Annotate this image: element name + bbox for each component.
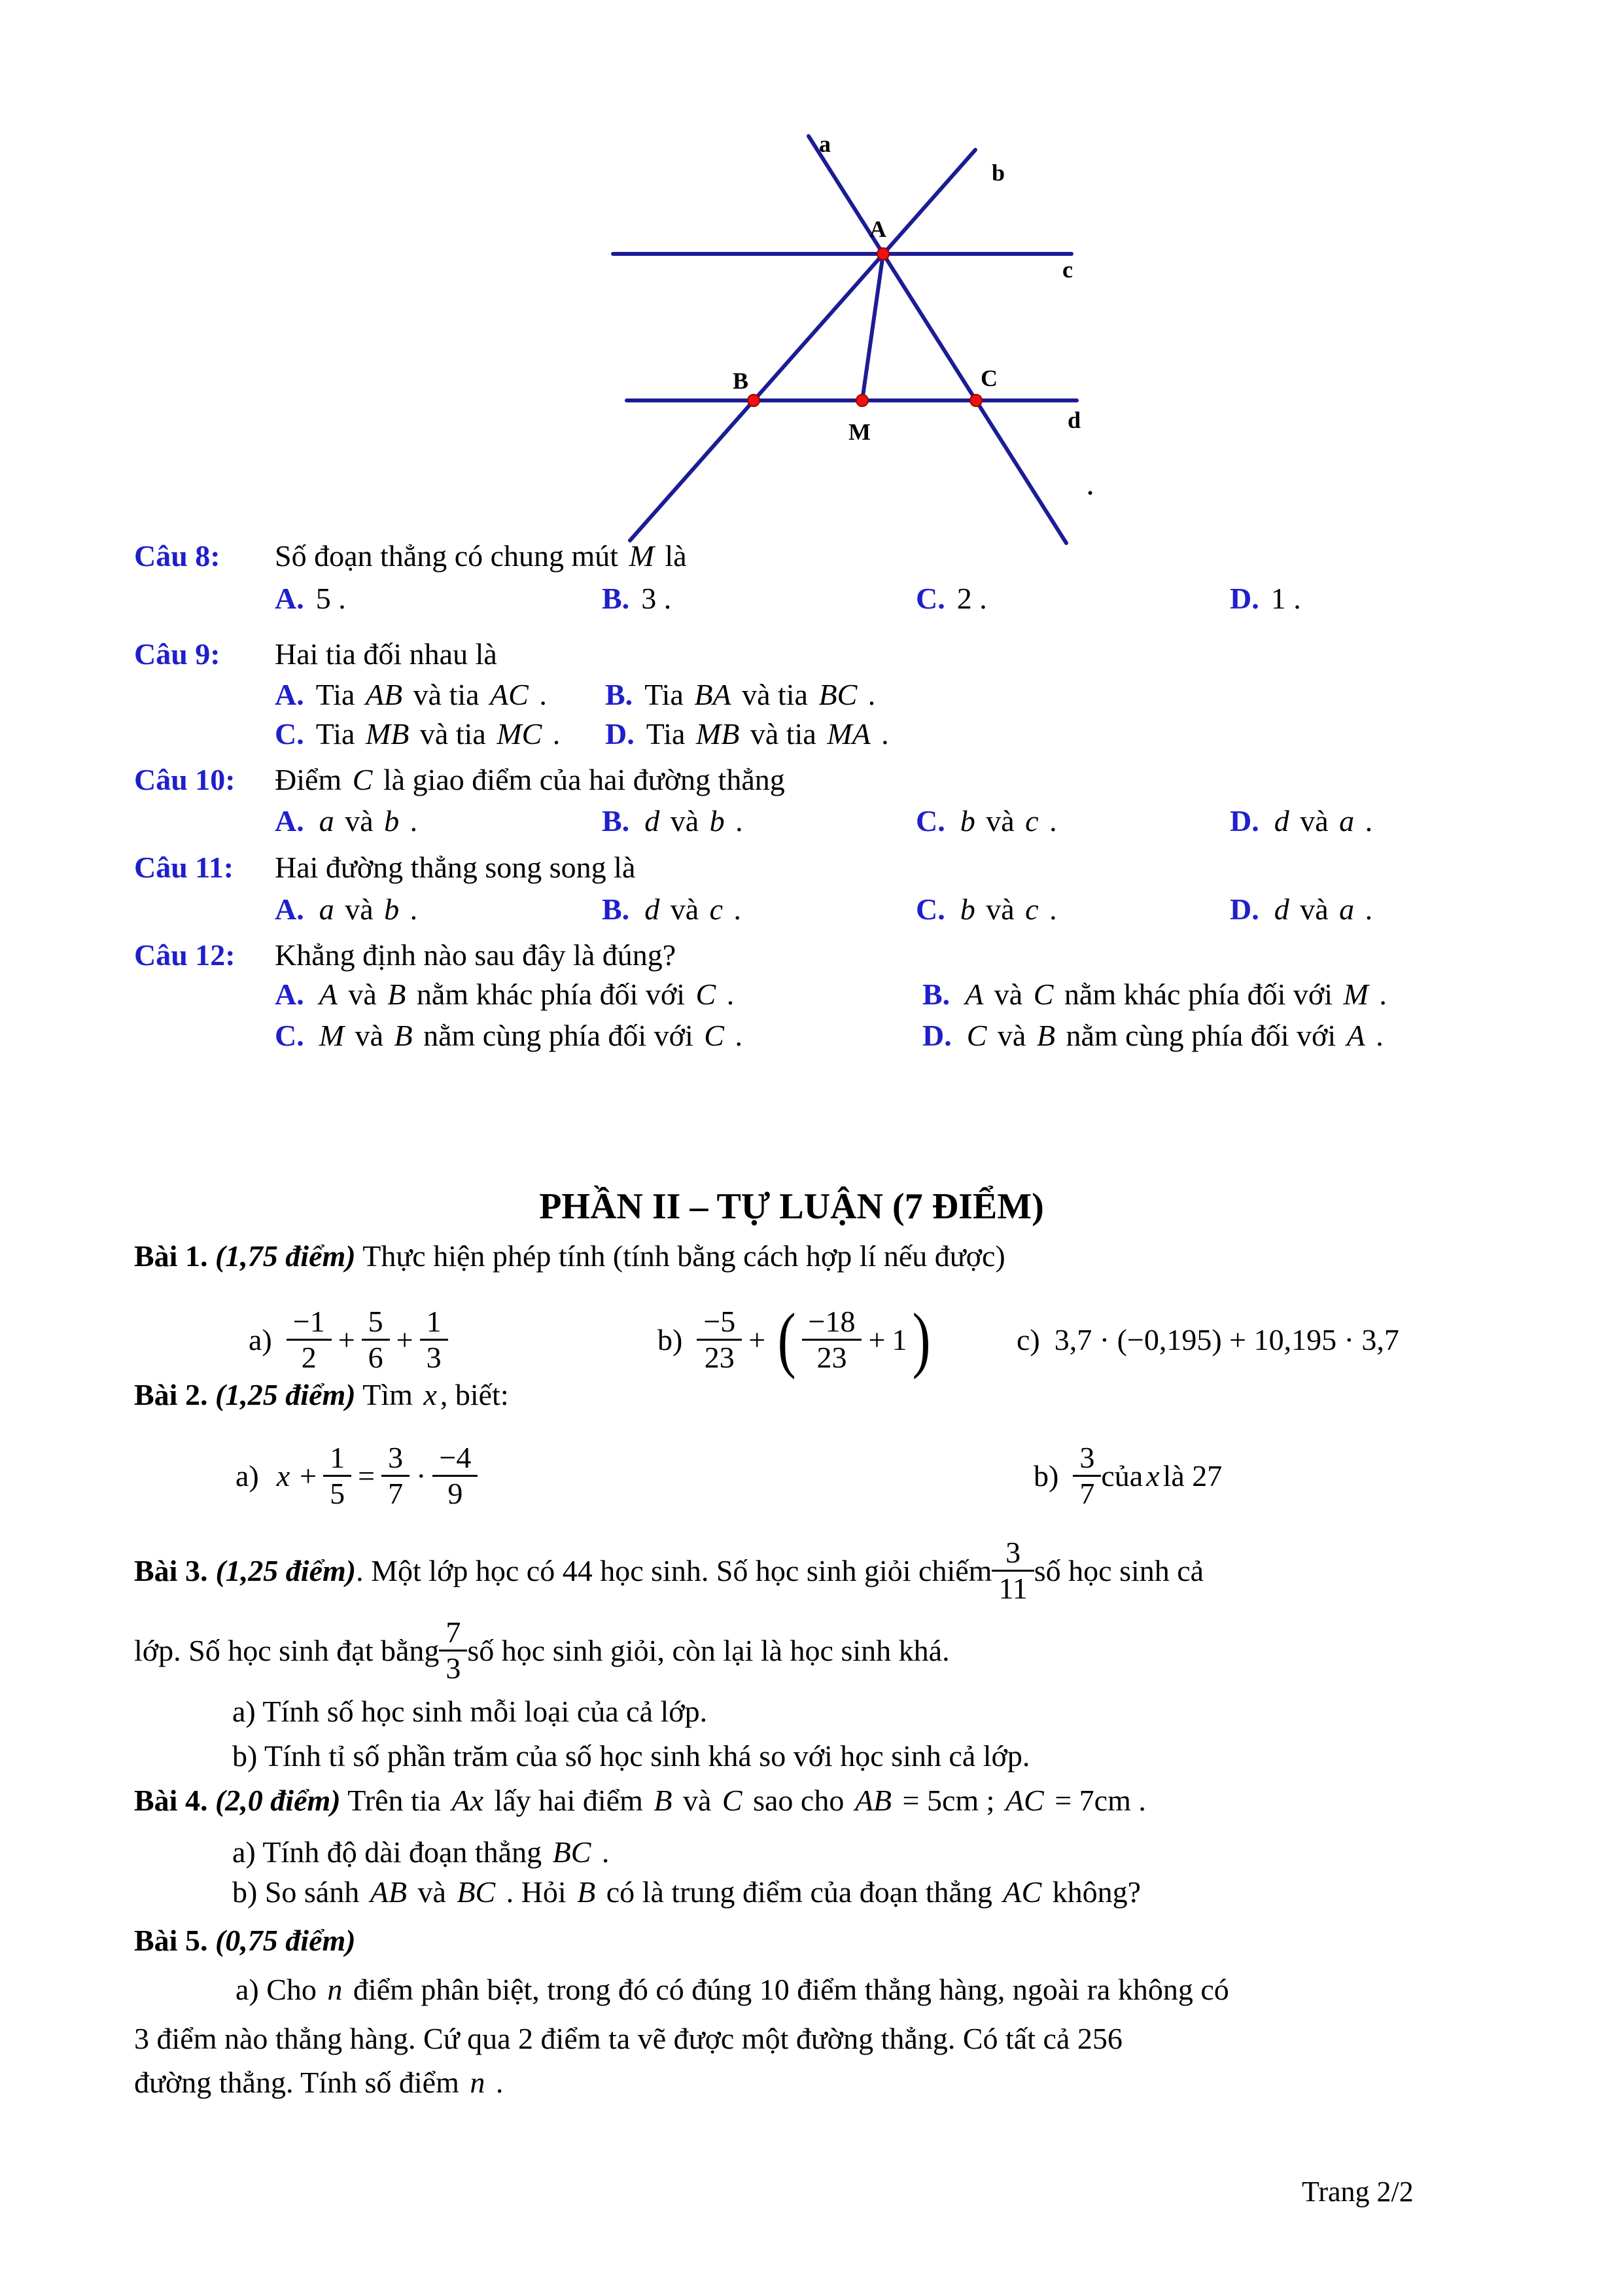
text-run: . — [860, 678, 876, 711]
math-var: A — [1346, 1019, 1365, 1052]
text-run: . Hỏi — [498, 1875, 574, 1909]
text-run: Trên tia — [347, 1784, 449, 1817]
operator: + — [748, 1322, 766, 1356]
option-9b — [605, 676, 875, 714]
text-run: có là trung điểm của đoạn thẳng — [599, 1875, 1000, 1909]
math-var: a — [1339, 804, 1355, 838]
text-run: điểm phân biệt, trong đó có đúng 10 điểm thẳng hàng, ngoài ra không có — [345, 1973, 1229, 2006]
math-var: a — [319, 892, 334, 926]
text-run: . Một lớp học có 44 học sinh. Số học sinh giỏi chiếm — [356, 1553, 992, 1587]
geometry-figure — [576, 111, 1112, 556]
bai-5-heading — [134, 1922, 356, 1960]
bai-3-line2 — [134, 1608, 950, 1693]
text-run: và — [675, 1784, 719, 1817]
math-var: AB — [854, 1784, 892, 1817]
math-var: n — [327, 1973, 343, 2006]
text-run: Số đoạn thẳng có chung mút — [275, 539, 626, 573]
math-var: c — [1025, 804, 1039, 838]
math-var: AC — [1005, 1784, 1044, 1817]
option-letter: A. — [275, 678, 304, 711]
bai-4-label: Bài 4. — [134, 1784, 208, 1817]
numerator: −4 — [432, 1441, 478, 1477]
text-run: và — [1292, 804, 1336, 838]
text-run: . — [1357, 892, 1373, 926]
text-run: và tia — [406, 678, 487, 711]
math-var: MA — [827, 717, 871, 751]
math-var: AB — [365, 678, 403, 711]
bai-4-score: (2,0 điểm) — [215, 1784, 341, 1817]
figure-period: . — [1087, 474, 1093, 500]
cau-9-label: Câu 9: — [134, 637, 220, 671]
math-var: x — [423, 1378, 437, 1411]
math-var: C — [966, 1019, 987, 1052]
option-letter: B. — [602, 582, 630, 615]
text-run: . — [873, 717, 889, 751]
label-point-M: M — [848, 419, 871, 445]
math-var: c — [709, 892, 724, 926]
math-var: b — [960, 804, 975, 838]
math-var: C — [722, 1784, 742, 1817]
bai-3-line1 — [134, 1528, 1204, 1613]
text-run: và — [978, 892, 1022, 926]
left-paren: ( — [777, 1299, 796, 1380]
option-9a — [275, 676, 547, 714]
text-run: Tia — [644, 678, 691, 711]
bai-1-heading — [134, 1237, 1005, 1275]
option-10b — [602, 802, 743, 840]
math-var: d — [644, 804, 660, 838]
option-value: 5 . — [315, 582, 346, 615]
option-letter: D. — [922, 1019, 952, 1052]
option-letter: D. — [605, 717, 635, 751]
option-letter: A. — [275, 892, 304, 926]
option-value: 1 . — [1270, 582, 1301, 615]
text-run: và tia — [742, 717, 824, 751]
math-var: Ax — [451, 1784, 483, 1817]
option-12c — [275, 1017, 742, 1055]
label-line-b: b — [992, 160, 1005, 186]
math-var: M — [629, 539, 654, 573]
math-var: n — [470, 2066, 485, 2099]
label-point-A: A — [869, 216, 886, 242]
fraction — [420, 1305, 448, 1374]
math-var: C — [695, 978, 716, 1011]
numerator: 3 — [1073, 1441, 1101, 1477]
cau-8-text — [275, 537, 687, 575]
text-run: . — [1041, 892, 1057, 926]
text-run: sao cho — [745, 1784, 852, 1817]
text-run: là giao điểm của hai đường thẳng — [375, 763, 785, 796]
text-run: và — [1292, 892, 1336, 926]
bai-1-expr-c — [1017, 1284, 1399, 1395]
option-letter: B. — [602, 892, 630, 926]
label-point-B: B — [732, 368, 749, 394]
text-run: lớp. Số học sinh đạt bằng — [134, 1633, 440, 1667]
denominator: 11 — [998, 1571, 1028, 1605]
numerator: 1 — [420, 1305, 448, 1341]
part2-title: PHẦN II – TỰ LUẬN (7 ĐIỂM) — [539, 1186, 1044, 1227]
math-var: A — [965, 978, 984, 1011]
option-letter: C. — [916, 804, 945, 838]
math-var: MB — [695, 717, 740, 751]
math-var: C — [704, 1019, 724, 1052]
bai-5-score: (0,75 điểm) — [215, 1924, 356, 1957]
text-run: . — [545, 717, 561, 751]
math-var: MB — [365, 717, 410, 751]
option-letter: D. — [1230, 582, 1259, 615]
line-a — [809, 136, 1066, 543]
text-run: số học sinh cả — [1034, 1553, 1204, 1587]
text-run: . — [727, 1019, 742, 1052]
denominator: 3 — [426, 1340, 442, 1374]
text-run: . — [402, 892, 418, 926]
point-A-dot — [877, 248, 889, 260]
math-var: B — [1036, 1019, 1055, 1052]
fraction — [802, 1305, 862, 1374]
operator: · — [416, 1458, 427, 1492]
text-run: , biết: — [440, 1378, 509, 1411]
bai-2-expr-a — [236, 1420, 478, 1531]
option-11b — [602, 891, 741, 928]
text-run: Tia — [315, 678, 362, 711]
text-run: và — [663, 804, 707, 838]
text-run: và — [347, 1019, 391, 1052]
option-value: 2 . — [956, 582, 987, 615]
math-var: BA — [694, 678, 731, 711]
denominator: 2 — [301, 1340, 317, 1374]
math-var: C — [1033, 978, 1054, 1011]
text-run: nằm khác phía đối với — [1056, 978, 1340, 1011]
math-var: BC — [818, 678, 858, 711]
operator: + — [868, 1322, 886, 1356]
option-12b — [922, 976, 1387, 1014]
bai-2-expr-b — [1034, 1420, 1222, 1531]
text-run: . — [1371, 978, 1387, 1011]
text-run: . — [531, 678, 547, 711]
text-run: và tia — [734, 678, 816, 711]
option-letter: A. — [275, 804, 304, 838]
denominator: 5 — [330, 1476, 345, 1510]
option-8a — [275, 580, 346, 618]
option-letter: B. — [922, 978, 951, 1011]
text-line — [134, 2064, 503, 2102]
item-label: a) — [249, 1322, 272, 1356]
text-run: và — [337, 892, 381, 926]
text-run: . — [402, 804, 418, 838]
math-var: B — [394, 1019, 413, 1052]
math-var: b — [384, 892, 400, 926]
cau-12-text: Khẳng định nào sau đây là đúng? — [275, 938, 676, 972]
text-run: b) So sánh — [232, 1875, 367, 1909]
denominator: 7 — [388, 1476, 404, 1510]
bai-2-heading — [134, 1376, 509, 1414]
text-run: Tia — [646, 717, 693, 751]
math-var: B — [387, 978, 406, 1011]
text-run: và — [990, 1019, 1034, 1052]
text-run: . — [726, 892, 742, 926]
option-8b — [602, 580, 671, 618]
item-label: b) — [1034, 1458, 1059, 1492]
text-run: số học sinh giỏi, còn lại là học sinh khá. — [467, 1633, 950, 1667]
fraction — [1073, 1441, 1101, 1510]
text-run: . — [1368, 1019, 1384, 1052]
fraction — [287, 1305, 332, 1374]
item-label: a) — [236, 1458, 259, 1492]
text-run: nằm cùng phía đối với — [1058, 1019, 1344, 1052]
bai-3-score: (1,25 điểm) — [215, 1553, 357, 1587]
math-var: B — [654, 1784, 672, 1817]
text-run: và tia — [412, 717, 494, 751]
fraction — [992, 1536, 1034, 1605]
option-letter: C. — [916, 892, 945, 926]
text-run: = 5cm ; — [895, 1784, 1002, 1817]
option-11a — [275, 891, 417, 928]
math-var: C — [352, 763, 373, 796]
bai-1-text: Thực hiện phép tính (tính bằng cách hợp lí nếu được) — [355, 1239, 1005, 1273]
item-text: a) Tính số học sinh mỗi loại của cả lớp. — [232, 1695, 708, 1728]
text-run: a) Tính độ dài đoạn thẳng — [232, 1835, 550, 1869]
option-8c — [916, 580, 987, 618]
option-letter: C. — [916, 582, 945, 615]
math-var: b — [709, 804, 725, 838]
expression: 3,7 · (−0,195) + 10,195 · 3,7 — [1054, 1322, 1399, 1356]
text-run: của — [1101, 1458, 1143, 1492]
fraction — [362, 1305, 390, 1374]
cau-11-text: Hai đường thẳng song song là — [275, 851, 636, 884]
bai-1-score: (1,75 điểm) — [215, 1239, 356, 1273]
denominator: 23 — [704, 1340, 735, 1374]
option-letter: C. — [275, 717, 304, 751]
math-var: M — [319, 1019, 345, 1052]
cau-11-label: Câu 11: — [134, 851, 234, 884]
text-run: 3 điểm nào thẳng hàng. Cứ qua 2 điểm ta vẽ được một đường thẳng. Có tất cả 256 — [134, 2022, 1123, 2055]
bai-4-heading — [134, 1782, 1146, 1820]
fraction — [381, 1441, 410, 1510]
math-var: d — [1274, 892, 1289, 926]
math-var: x — [1146, 1458, 1160, 1492]
math-var: x — [276, 1458, 290, 1492]
option-letter: B. — [605, 678, 633, 711]
point-C-dot — [970, 395, 982, 406]
page-number: Trang 2/2 — [1302, 2176, 1414, 2208]
figure-canvas — [576, 111, 1112, 556]
option-value: 3 . — [641, 582, 672, 615]
text-run: là 27 — [1162, 1458, 1223, 1492]
numerator: −18 — [802, 1305, 862, 1341]
option-9c — [275, 715, 560, 753]
option-10d — [1230, 802, 1372, 840]
text-run: . — [727, 804, 743, 838]
math-var: AB — [370, 1875, 407, 1909]
text-run: là — [657, 539, 687, 573]
text-run: Tìm — [355, 1378, 421, 1411]
option-9d — [605, 715, 889, 753]
math-var: b — [960, 892, 975, 926]
operator: + — [338, 1322, 355, 1356]
bai-3-label: Bài 3. — [134, 1553, 208, 1587]
numerator: −5 — [697, 1305, 742, 1341]
text-run: = 7cm . — [1047, 1784, 1146, 1817]
math-var: b — [384, 804, 400, 838]
cau-10-text — [275, 761, 785, 799]
operator: + — [300, 1458, 317, 1492]
bai-1-expr-b — [657, 1284, 937, 1395]
bai-5-label: Bài 5. — [134, 1924, 208, 1957]
text-run: . — [1357, 804, 1373, 838]
cau-9-text: Hai tia đối nhau là — [275, 637, 497, 671]
point-M-dot — [856, 395, 868, 406]
label-line-c: c — [1062, 256, 1073, 283]
right-paren: ) — [913, 1299, 932, 1380]
cau-8-label: Câu 8: — [134, 539, 220, 573]
bai-2-label: Bài 2. — [134, 1378, 208, 1411]
fraction — [432, 1441, 478, 1510]
math-var: BC — [457, 1875, 496, 1909]
cau-10-label: Câu 10: — [134, 763, 236, 796]
text-run: không? — [1045, 1875, 1142, 1909]
text-run: nằm cùng phía đối với — [415, 1019, 701, 1052]
label-line-d: d — [1068, 407, 1081, 433]
text-run: nằm khác phía đối với — [409, 978, 693, 1011]
operator: = — [358, 1458, 375, 1492]
numerator: 7 — [439, 1616, 467, 1651]
option-12a — [275, 976, 734, 1014]
number: 1 — [892, 1322, 907, 1356]
fraction — [323, 1441, 351, 1510]
option-10c — [916, 802, 1057, 840]
option-letter: B. — [602, 804, 630, 838]
cau-12-label: Câu 12: — [134, 938, 236, 972]
text-run: đường thẳng. Tính số điểm — [134, 2066, 467, 2099]
label-line-a: a — [819, 131, 831, 157]
denominator: 9 — [447, 1476, 463, 1510]
denominator: 23 — [816, 1340, 847, 1374]
fraction — [697, 1305, 742, 1374]
text-run: và — [663, 892, 707, 926]
math-var: c — [1025, 892, 1039, 926]
text-run: và — [340, 978, 385, 1011]
math-var: MC — [497, 717, 542, 751]
text-run: a) Cho — [236, 1973, 324, 2006]
line-b — [630, 150, 975, 540]
option-10a — [275, 802, 417, 840]
option-letter: A. — [275, 978, 304, 1011]
math-var: B — [577, 1875, 596, 1909]
item-text — [232, 1873, 1141, 1911]
text-run: . — [719, 978, 735, 1011]
text-run: . — [594, 1835, 610, 1869]
math-var: AC — [1003, 1875, 1042, 1909]
item-label: c) — [1017, 1322, 1040, 1356]
option-letter: C. — [275, 1019, 304, 1052]
option-8d — [1230, 580, 1301, 618]
numerator: −1 — [287, 1305, 332, 1341]
text-run: và — [410, 1875, 454, 1909]
math-var: BC — [552, 1835, 591, 1869]
option-12d — [922, 1017, 1384, 1055]
option-letter: A. — [275, 582, 304, 615]
option-letter: D. — [1230, 804, 1259, 838]
math-var: d — [644, 892, 660, 926]
text-run: . — [488, 2066, 504, 2099]
numerator: 1 — [323, 1441, 351, 1477]
item-text — [232, 1833, 609, 1871]
numerator: 3 — [992, 1536, 1034, 1572]
text-run: lấy hai điểm — [486, 1784, 651, 1817]
point-B-dot — [748, 395, 759, 406]
text-run: và — [978, 804, 1022, 838]
bai-2-score: (1,25 điểm) — [215, 1378, 356, 1411]
option-11d — [1230, 891, 1372, 928]
math-var: a — [1339, 892, 1355, 926]
option-letter: D. — [1230, 892, 1259, 926]
fraction — [439, 1616, 467, 1685]
item-text: b) Tính tỉ số phần trăm của số học sinh khá so với học sinh cả lớp. — [232, 1739, 1030, 1773]
text-run: . — [1041, 804, 1057, 838]
item-label: b) — [657, 1322, 683, 1356]
option-11c — [916, 891, 1057, 928]
bai-1-label: Bài 1. — [134, 1239, 208, 1273]
math-var: M — [1343, 978, 1369, 1011]
math-var: d — [1274, 804, 1289, 838]
text-run: và — [337, 804, 381, 838]
operator: + — [396, 1322, 413, 1356]
text-run: Điểm — [275, 763, 349, 796]
numerator: 5 — [362, 1305, 390, 1341]
math-var: AC — [490, 678, 529, 711]
text-run: Tia — [315, 717, 362, 751]
numerator: 3 — [381, 1441, 410, 1477]
label-point-C: C — [981, 365, 998, 391]
denominator: 6 — [368, 1340, 383, 1374]
denominator: 7 — [1079, 1476, 1095, 1510]
item-text — [236, 1971, 1229, 2009]
text-run: và — [986, 978, 1030, 1011]
math-var: A — [319, 978, 338, 1011]
denominator: 3 — [445, 1651, 461, 1685]
math-var: a — [319, 804, 334, 838]
